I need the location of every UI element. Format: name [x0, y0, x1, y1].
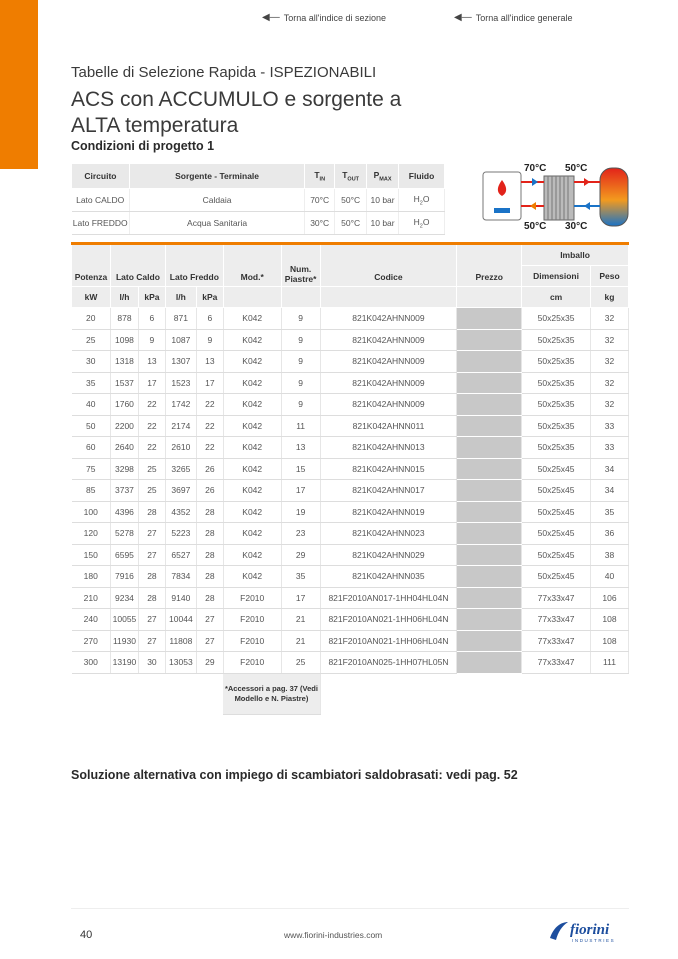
cell-dimensioni: 50x25x45	[522, 480, 591, 502]
alternative-solution-note: Soluzione alternativa con impiego di scambiatori saldobrasati: vedi pag. 52	[71, 768, 518, 782]
unit-kpa: kPa	[138, 287, 165, 308]
cell-mod: K042	[223, 351, 281, 373]
cell-kpa-caldo: 28	[138, 566, 165, 588]
cell-mod: K042	[223, 458, 281, 480]
fiorini-logo	[548, 918, 630, 949]
cell-codice: 821K042AHNN035	[320, 566, 457, 588]
cell-peso: 32	[591, 308, 629, 330]
cell-peso: 32	[591, 372, 629, 394]
cell-num-piastre: 23	[281, 523, 320, 545]
logo-mark-icon	[550, 922, 568, 940]
cell-kpa-freddo: 28	[196, 523, 223, 545]
cell-kpa-caldo: 22	[138, 415, 165, 437]
cell-mod: F2010	[223, 630, 281, 652]
cell-prezzo	[457, 501, 522, 523]
cell-potenza: 270	[72, 630, 111, 652]
cell-prezzo	[457, 544, 522, 566]
storage-tank-icon	[600, 168, 628, 226]
header-fluido: Fluido	[399, 164, 445, 189]
cell-mod: K042	[223, 329, 281, 351]
cell-codice: 821K042AHNN013	[320, 437, 457, 459]
cell-kpa-caldo: 22	[138, 394, 165, 416]
cell-dimensioni: 77x33x47	[522, 587, 591, 609]
footer-divider	[71, 908, 629, 909]
cell-potenza: 300	[72, 652, 111, 674]
cell-kpa-freddo: 13	[196, 351, 223, 373]
cell-codice: 821K042AHNN017	[320, 480, 457, 502]
cell-num-piastre: 9	[281, 351, 320, 373]
cell-prezzo	[457, 437, 522, 459]
temp-hot-in-label: 70°C	[524, 163, 547, 174]
cell-kpa-freddo: 28	[196, 587, 223, 609]
cell-kpa-caldo: 30	[138, 652, 165, 674]
accessories-note: *Accessori a pag. 37 (Vedi Modello e N. Piastre)	[223, 673, 320, 714]
cell-codice: 821K042AHNN009	[320, 372, 457, 394]
cell-kpa-freddo: 28	[196, 501, 223, 523]
table-row	[72, 189, 445, 212]
cell-potenza: 60	[72, 437, 111, 459]
cell-kpa-caldo: 13	[138, 351, 165, 373]
cell-lh-caldo: 1537	[110, 372, 138, 394]
unit-empty	[320, 287, 457, 308]
table-row	[72, 652, 629, 674]
cell-prezzo	[457, 609, 522, 631]
header-pmax: $P_{MAX}$	[367, 164, 399, 189]
cell-peso: 108	[591, 609, 629, 631]
cell-codice: 821K042AHNN009	[320, 394, 457, 416]
page-subtitle: Tabelle di Selezione Rapida - ISPEZIONABILI	[71, 64, 377, 81]
cell-pmax: 10 bar	[367, 212, 399, 235]
cell-kpa-caldo: 6	[138, 308, 165, 330]
cell-kpa-freddo: 6	[196, 308, 223, 330]
cell-fluido: $H_2O$	[399, 212, 445, 235]
cell-kpa-freddo: 27	[196, 609, 223, 631]
cell-codice: 821F2010AN017-1HH04HL04N	[320, 587, 457, 609]
cell-kpa-caldo: 25	[138, 458, 165, 480]
cell-circuito: Lato FREDDO	[72, 212, 130, 235]
table-row	[72, 501, 629, 523]
cell-lh-caldo: 1098	[110, 329, 138, 351]
cell-kpa-caldo: 22	[138, 437, 165, 459]
cell-prezzo	[457, 480, 522, 502]
cell-mod: K042	[223, 480, 281, 502]
cell-peso: 34	[591, 458, 629, 480]
back-arrow-icon: ◀—	[454, 12, 472, 23]
nav-section-index-label: Torna all'indice di sezione	[283, 12, 386, 23]
table-row	[72, 544, 629, 566]
cell-peso: 32	[591, 329, 629, 351]
cell-prezzo	[457, 458, 522, 480]
cell-codice: 821K042AHNN009	[320, 351, 457, 373]
cell-codice: 821K042AHNN009	[320, 308, 457, 330]
cell-prezzo	[457, 415, 522, 437]
cell-prezzo	[457, 351, 522, 373]
cell-kpa-caldo: 25	[138, 480, 165, 502]
header-imballo: Imballo	[522, 244, 629, 266]
svg-text:INDUSTRIES: INDUSTRIES	[572, 938, 616, 943]
cell-kpa-freddo: 26	[196, 480, 223, 502]
cell-prezzo	[457, 523, 522, 545]
cell-dimensioni: 50x25x45	[522, 544, 591, 566]
note-row	[72, 673, 629, 714]
cell-kpa-freddo: 26	[196, 458, 223, 480]
cell-lh-freddo: 871	[165, 308, 196, 330]
cell-mod: F2010	[223, 652, 281, 674]
cell-num-piastre: 25	[281, 652, 320, 674]
cell-num-piastre: 13	[281, 437, 320, 459]
cell-lh-caldo: 878	[110, 308, 138, 330]
cell-dimensioni: 50x25x35	[522, 308, 591, 330]
cell-tout: 50°C	[335, 212, 367, 235]
cell-num-piastre: 9	[281, 329, 320, 351]
cell-potenza: 20	[72, 308, 111, 330]
cell-lh-freddo: 13053	[165, 652, 196, 674]
page-number: 40	[80, 929, 93, 941]
cell-potenza: 180	[72, 566, 111, 588]
cell-prezzo	[457, 372, 522, 394]
back-arrow-icon: ◀—	[262, 12, 280, 23]
cell-lh-caldo: 11930	[110, 630, 138, 652]
cell-kpa-caldo: 28	[138, 501, 165, 523]
cell-num-piastre: 9	[281, 394, 320, 416]
cell-lh-freddo: 9140	[165, 587, 196, 609]
cell-peso: 106	[591, 587, 629, 609]
cell-lh-freddo: 2174	[165, 415, 196, 437]
cell-codice: 821K042AHNN011	[320, 415, 457, 437]
cell-lh-freddo: 5223	[165, 523, 196, 545]
cell-codice: 821K042AHNN009	[320, 329, 457, 351]
conditions-table	[71, 163, 445, 235]
cell-prezzo	[457, 587, 522, 609]
cell-codice: 821K042AHNN029	[320, 544, 457, 566]
cell-circuito: Lato CALDO	[72, 189, 130, 212]
header-tin: $T_{IN}$	[305, 164, 335, 189]
cell-kpa-caldo: 27	[138, 544, 165, 566]
header-tout: $T_{OUT}$	[335, 164, 367, 189]
header-prezzo: Prezzo	[457, 244, 522, 287]
cell-lh-freddo: 11808	[165, 630, 196, 652]
cell-peso: 40	[591, 566, 629, 588]
cell-dimensioni: 50x25x45	[522, 523, 591, 545]
cell-codice: 821F2010AN025-1HH07HL05N	[320, 652, 457, 674]
table-row	[72, 329, 629, 351]
cell-peso: 32	[591, 351, 629, 373]
unit-empty	[281, 287, 320, 308]
cell-mod: K042	[223, 544, 281, 566]
table-row	[72, 609, 629, 631]
cell-potenza: 210	[72, 587, 111, 609]
cell-potenza: 100	[72, 501, 111, 523]
arrow-left-icon	[584, 202, 590, 210]
cell-lh-caldo: 7916	[110, 566, 138, 588]
cell-potenza: 50	[72, 415, 111, 437]
cell-dimensioni: 50x25x35	[522, 372, 591, 394]
temp-cold-in-label: 30°C	[565, 221, 588, 232]
header-lato-freddo: Lato Freddo	[165, 244, 223, 287]
cell-lh-freddo: 1742	[165, 394, 196, 416]
cell-potenza: 120	[72, 523, 111, 545]
cell-dimensioni: 77x33x47	[522, 609, 591, 631]
cell-mod: K042	[223, 566, 281, 588]
cell-prezzo	[457, 308, 522, 330]
unit-empty	[223, 287, 281, 308]
cell-codice: 821K042AHNN015	[320, 458, 457, 480]
cell-num-piastre: 29	[281, 544, 320, 566]
cell-kpa-freddo: 9	[196, 329, 223, 351]
temp-hot-out-label: 50°C	[565, 163, 588, 174]
header-peso: Peso	[591, 266, 629, 287]
cell-dimensioni: 50x25x35	[522, 437, 591, 459]
cell-kpa-freddo: 17	[196, 372, 223, 394]
page-title: ACS con ACCUMULO e sorgente a ALTA temperatura	[71, 88, 402, 137]
cell-potenza: 240	[72, 609, 111, 631]
cell-tin: 30°C	[305, 212, 335, 235]
cell-num-piastre: 17	[281, 480, 320, 502]
cell-kpa-freddo: 22	[196, 437, 223, 459]
cell-prezzo	[457, 652, 522, 674]
cell-num-piastre: 15	[281, 458, 320, 480]
cell-prezzo	[457, 566, 522, 588]
cell-lh-caldo: 2200	[110, 415, 138, 437]
cell-peso: 35	[591, 501, 629, 523]
nav-general-index-label: Torna all'indice generale	[475, 12, 573, 23]
cell-lh-caldo: 4396	[110, 501, 138, 523]
header-num-piastre: Num. Piastre*	[281, 244, 320, 287]
table-row	[72, 523, 629, 545]
table-row	[72, 372, 629, 394]
cell-mod: K042	[223, 415, 281, 437]
header-lato-caldo: Lato Caldo	[110, 244, 165, 287]
cell-sorgente: Acqua Sanitaria	[129, 212, 304, 235]
cell-lh-caldo: 9234	[110, 587, 138, 609]
cell-potenza: 150	[72, 544, 111, 566]
cell-kpa-caldo: 27	[138, 523, 165, 545]
cell-tin: 70°C	[305, 189, 335, 212]
cell-lh-freddo: 10044	[165, 609, 196, 631]
arrow-right-icon	[532, 178, 538, 186]
cell-fluido: $H_2O$	[399, 189, 445, 212]
cell-kpa-freddo: 28	[196, 566, 223, 588]
cell-codice: 821F2010AN021-1HH06HL04N	[320, 630, 457, 652]
cell-kpa-freddo: 28	[196, 544, 223, 566]
header-mod: Mod.*	[223, 244, 281, 287]
cell-lh-caldo: 1760	[110, 394, 138, 416]
cell-dimensioni: 77x33x47	[522, 652, 591, 674]
cell-dimensioni: 50x25x35	[522, 394, 591, 416]
cell-mod: K042	[223, 372, 281, 394]
cell-dimensioni: 50x25x45	[522, 458, 591, 480]
cell-peso: 32	[591, 394, 629, 416]
cell-mod: K042	[223, 308, 281, 330]
heat-exchanger-diagram	[480, 160, 632, 232]
cell-num-piastre: 9	[281, 308, 320, 330]
cell-codice: 821K042AHNN019	[320, 501, 457, 523]
cell-lh-freddo: 4352	[165, 501, 196, 523]
unit-empty	[457, 287, 522, 308]
cell-potenza: 85	[72, 480, 111, 502]
cell-peso: 33	[591, 437, 629, 459]
cell-num-piastre: 35	[281, 566, 320, 588]
cell-peso: 34	[591, 480, 629, 502]
cell-lh-freddo: 3265	[165, 458, 196, 480]
website-link[interactable]: www.fiorini-industries.com	[284, 930, 383, 940]
cell-lh-caldo: 2640	[110, 437, 138, 459]
cell-dimensioni: 50x25x35	[522, 351, 591, 373]
table-row	[72, 458, 629, 480]
cell-mod: K042	[223, 501, 281, 523]
unit-lh: l/h	[165, 287, 196, 308]
table-row	[72, 566, 629, 588]
unit-kg: kg	[591, 287, 629, 308]
section-heading: Condizioni di progetto 1	[71, 139, 215, 153]
header-circuito: Circuito	[72, 164, 130, 189]
table-row	[72, 394, 629, 416]
cell-kpa-caldo: 17	[138, 372, 165, 394]
cell-num-piastre: 21	[281, 609, 320, 631]
cell-kpa-freddo: 27	[196, 630, 223, 652]
cell-potenza: 30	[72, 351, 111, 373]
nav-section-index-link[interactable]	[262, 12, 386, 23]
cell-lh-caldo: 3298	[110, 458, 138, 480]
header-codice: Codice	[320, 244, 457, 287]
header-dimensioni: Dimensioni	[522, 266, 591, 287]
cell-mod: F2010	[223, 587, 281, 609]
cell-lh-freddo: 6527	[165, 544, 196, 566]
cell-dimensioni: 50x25x35	[522, 415, 591, 437]
cell-prezzo	[457, 394, 522, 416]
cell-kpa-freddo: 22	[196, 415, 223, 437]
cell-sorgente: Caldaia	[129, 189, 304, 212]
cell-prezzo	[457, 630, 522, 652]
temp-cold-out-label: 50°C	[524, 221, 547, 232]
cell-potenza: 35	[72, 372, 111, 394]
cell-lh-freddo: 7834	[165, 566, 196, 588]
cell-lh-caldo: 3737	[110, 480, 138, 502]
cell-lh-caldo: 5278	[110, 523, 138, 545]
unit-cm: cm	[522, 287, 591, 308]
cell-potenza: 75	[72, 458, 111, 480]
cell-num-piastre: 19	[281, 501, 320, 523]
cell-peso: 111	[591, 652, 629, 674]
unit-lh: l/h	[110, 287, 138, 308]
cell-dimensioni: 50x25x35	[522, 329, 591, 351]
cell-num-piastre: 9	[281, 372, 320, 394]
cell-num-piastre: 11	[281, 415, 320, 437]
cell-lh-freddo: 2610	[165, 437, 196, 459]
cell-lh-freddo: 1307	[165, 351, 196, 373]
header-potenza: Potenza	[72, 244, 111, 287]
table-row	[72, 308, 629, 330]
cell-num-piastre: 17	[281, 587, 320, 609]
table-row	[72, 480, 629, 502]
cell-prezzo	[457, 329, 522, 351]
selection-table	[71, 242, 629, 715]
nav-general-index-link[interactable]	[454, 12, 572, 23]
cell-potenza: 25	[72, 329, 111, 351]
cell-peso: 33	[591, 415, 629, 437]
cell-mod: K042	[223, 394, 281, 416]
arrow-left-icon	[530, 202, 536, 210]
cell-peso: 38	[591, 544, 629, 566]
cell-lh-caldo: 10055	[110, 609, 138, 631]
cell-num-piastre: 21	[281, 630, 320, 652]
header-sorgente: Sorgente - Terminale	[129, 164, 304, 189]
cell-mod: K042	[223, 437, 281, 459]
table-row	[72, 630, 629, 652]
cell-kpa-caldo: 28	[138, 587, 165, 609]
cell-pmax: 10 bar	[367, 189, 399, 212]
cell-codice: 821K042AHNN023	[320, 523, 457, 545]
cell-mod: K042	[223, 523, 281, 545]
orange-side-bar	[0, 0, 38, 169]
cell-dimensioni: 50x25x45	[522, 501, 591, 523]
cell-kpa-freddo: 29	[196, 652, 223, 674]
cell-mod: F2010	[223, 609, 281, 631]
cell-peso: 108	[591, 630, 629, 652]
table-row	[72, 587, 629, 609]
cell-kpa-caldo: 27	[138, 630, 165, 652]
cell-dimensioni: 50x25x45	[522, 566, 591, 588]
unit-kw: kW	[72, 287, 111, 308]
cell-lh-freddo: 3697	[165, 480, 196, 502]
arrow-right-icon	[584, 178, 590, 186]
cell-kpa-caldo: 27	[138, 609, 165, 631]
cell-lh-freddo: 1087	[165, 329, 196, 351]
cell-kpa-caldo: 9	[138, 329, 165, 351]
table-row	[72, 351, 629, 373]
cell-tout: 50°C	[335, 189, 367, 212]
boiler-panel	[494, 208, 510, 213]
cell-potenza: 40	[72, 394, 111, 416]
cell-lh-caldo: 1318	[110, 351, 138, 373]
cell-lh-caldo: 6595	[110, 544, 138, 566]
cell-peso: 36	[591, 523, 629, 545]
table-row	[72, 415, 629, 437]
cell-lh-caldo: 13190	[110, 652, 138, 674]
svg-text:fiorini: fiorini	[570, 922, 610, 938]
cell-lh-freddo: 1523	[165, 372, 196, 394]
unit-kpa: kPa	[196, 287, 223, 308]
cell-kpa-freddo: 22	[196, 394, 223, 416]
table-row	[72, 212, 445, 235]
table-row	[72, 437, 629, 459]
cell-dimensioni: 77x33x47	[522, 630, 591, 652]
cell-codice: 821F2010AN021-1HH06HL04N	[320, 609, 457, 631]
